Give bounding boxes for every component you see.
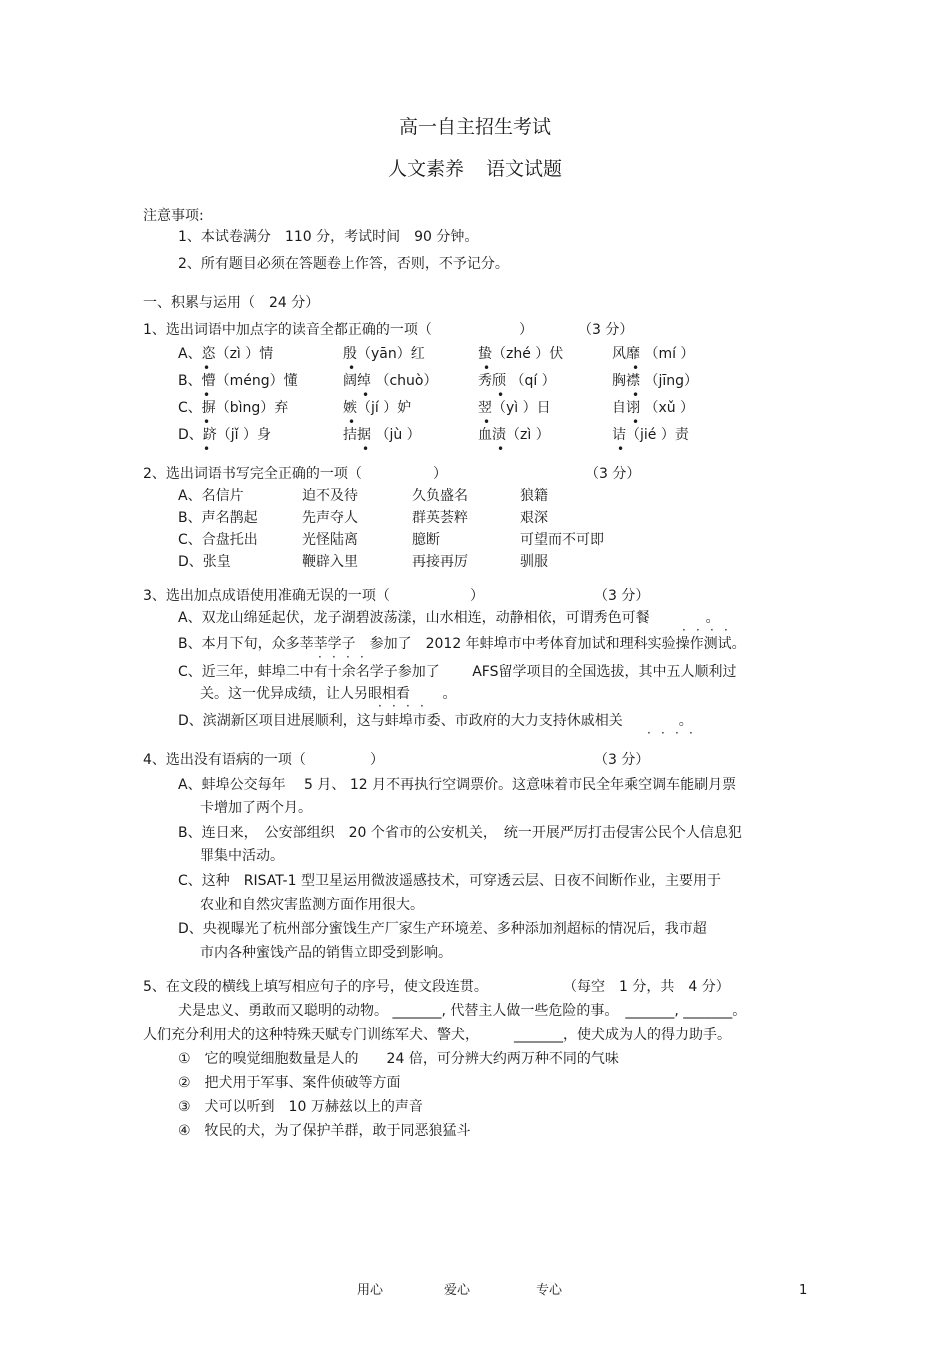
q5-stem: 5、在文段的横线上填写相应句子的序号，使文段连贯。 (143, 979, 488, 995)
emphasis-dot: · (392, 699, 396, 713)
q2-option-d-2: 鞭辟入里 (302, 554, 358, 570)
q1-option-c-4: 自诩 （xǔ ） (612, 400, 695, 416)
q1-option-a-1: A、恣（zì ）情 (178, 346, 274, 362)
q5-passage-line2: 人们充分利用犬的这种特殊天赋专门训练军犬、警犬， _______，使犬成为人的得力助手。 (143, 1027, 731, 1043)
q5-choice-1: ① 它的嗅觉细胞数量是人的 24 倍，可分辨大约两万种不同的气味 (178, 1051, 619, 1067)
q2-paren-close: ） (433, 466, 447, 482)
emphasis-dot: · (378, 699, 382, 713)
q2-option-a-4: 狼籍 (520, 488, 548, 504)
q3-option-c-line1: C、近三年，蚌埠二中有十余名学子参加了 AFS留学项目的全国选拔，其中五人顺利过 (178, 664, 737, 680)
q1-option-b-1: B、懵（méng）懂 (178, 373, 298, 389)
q5-choice-3: ③ 犬可以听到 10 万赫兹以上的声音 (178, 1099, 423, 1115)
q5-choice-2: ② 把犬用于军事、案件侦破等方面 (178, 1075, 401, 1091)
emphasis-dot: · (332, 650, 336, 664)
emphasis-dot: • (497, 442, 505, 456)
notice-item-2: 2、所有题目必须在答题卷上作答，否则，不予记分。 (178, 256, 509, 272)
page-number: 1 (799, 1283, 808, 1298)
emphasis-dot: · (406, 699, 410, 713)
emphasis-dot: • (203, 388, 211, 402)
q3-option-d: D、滨湖新区项目进展顺利，这与蚌埠市委、市政府的大力支持休戚相关 。 (178, 713, 693, 729)
q4-paren-close: ） (370, 752, 384, 768)
emphasis-dot: · (661, 726, 665, 740)
q4-stem: 4、选出没有语病的一项（ (143, 752, 306, 768)
q5-score: （每空 1 分，共 4 分） (563, 979, 730, 995)
section-heading: 一、积累与运用（ 24 分） (143, 295, 320, 311)
emphasis-dot: · (675, 726, 679, 740)
q1-option-a-4: 风靡 （mí ） (612, 346, 695, 362)
q2-score: （3 分） (585, 466, 641, 482)
q1-option-b-3: 秀颀 （qí ） (478, 373, 556, 389)
q5-passage-line1: 犬是忠义、勇敢而又聪明的动物。 _______, 代替主人做一些危险的事。 _______, _______。 (178, 1003, 747, 1019)
q1-score: （3 分） (578, 322, 634, 338)
q2-option-a-3: 久负盛名 (412, 488, 468, 504)
emphasis-dot: • (203, 415, 211, 429)
notice-heading: 注意事项: (143, 208, 204, 224)
q1-option-d-1: D、跻（jǐ ）身 (178, 427, 272, 443)
q3-score: （3 分） (594, 588, 650, 604)
q2-option-a-1: A、名信片 (178, 488, 244, 504)
emphasis-dot: · (647, 726, 651, 740)
q4-option-a-line1: A、蚌埠公交每年 5 月、 12 月不再执行空调票价。这意味着市民全年乘空调车能刷月票 (178, 777, 737, 793)
emphasis-dot: • (348, 415, 356, 429)
q3-paren-close: ） (470, 588, 484, 604)
q2-option-d-3: 再接再厉 (412, 554, 468, 570)
q3-option-c-line2: 关。这一优异成绩，让人另眼相看 。 (200, 686, 457, 702)
emphasis-dot: · (724, 623, 728, 637)
q2-option-c-4: 可望而不可即 (520, 532, 604, 548)
subtitle-left: 人文素养 (387, 158, 464, 180)
emphasis-dot: • (203, 361, 211, 375)
emphasis-dot: • (203, 442, 211, 456)
q2-option-c-1: C、合盘托出 (178, 532, 258, 548)
q2-option-b-2: 先声夺人 (302, 510, 358, 526)
q2-option-b-4: 艰深 (520, 510, 548, 526)
emphasis-dot: • (497, 388, 505, 402)
subtitle-right: 语文试题 (486, 158, 563, 180)
q4-option-a-line2: 卡增加了两个月。 (200, 800, 312, 816)
emphasis-dot: · (689, 726, 693, 740)
emphasis-dot: • (362, 388, 370, 402)
q4-option-b-line2: 罪集中活动。 (200, 848, 284, 864)
q4-option-b-line1: B、连日来， 公安部组织 20 个省市的公安机关， 统一开展严厉打击侵害公民个人信息犯 (178, 825, 742, 841)
q3-option-b: B、本月下旬，众多莘莘学子 参加了 2012 年蚌埠市中考体育加试和理科实验操作测试。 (178, 636, 746, 652)
q1-option-d-2: 拮据 （jù ） (343, 427, 421, 443)
page-subtitle (0, 160, 950, 179)
q4-score: （3 分） (594, 752, 650, 768)
emphasis-dot: · (420, 699, 424, 713)
emphasis-dot: · (346, 650, 350, 664)
emphasis-dot: · (318, 650, 322, 664)
emphasis-dot: · (682, 623, 686, 637)
footer-middle: 爱心 (444, 1283, 471, 1298)
q2-stem: 2、选出词语书写完全正确的一项（ (143, 466, 362, 482)
q1-paren-close: ） (519, 322, 533, 338)
emphasis-dot: · (696, 623, 700, 637)
emphasis-dot: • (483, 415, 491, 429)
emphasis-dot: · (710, 623, 714, 637)
q2-option-d-1: D、张皇 (178, 554, 231, 570)
q1-option-a-3: 蛰（zhé ）伏 (478, 346, 564, 362)
q4-option-d-line2: 市内各种蜜饯产品的销售立即受到影响。 (200, 945, 452, 961)
q2-option-b-1: B、声名鹊起 (178, 510, 258, 526)
q1-option-c-2: 嫉（jí ）妒 (343, 400, 412, 416)
emphasis-dot: • (617, 442, 625, 456)
emphasis-dot: • (632, 388, 640, 402)
notice-item-1: 1、本试卷满分 110 分，考试时间 90 分钟。 (178, 229, 479, 245)
footer-right: 专心 (536, 1283, 563, 1298)
q1-option-b-2: 阔绰 （chuò） (343, 373, 438, 389)
emphasis-dot: • (348, 361, 356, 375)
q4-option-c-line1: C、这种 RISAT-1 型卫星运用微波遥感技术，可穿透云层、日夜不间断作业，主要用于 (178, 873, 721, 889)
q2-option-c-2: 光怪陆离 (302, 532, 358, 548)
q3-option-a: A、双龙山绵延起伏，龙子湖碧波荡漾，山水相连，动静相依，可谓秀色可餐 。 (178, 610, 720, 626)
q3-stem: 3、选出加点成语使用准确无误的一项（ (143, 588, 390, 604)
emphasis-dot: • (632, 415, 640, 429)
emphasis-dot: • (483, 361, 491, 375)
q2-option-a-2: 迫不及待 (302, 488, 358, 504)
q2-option-b-3: 群英荟粹 (412, 510, 468, 526)
q2-option-c-3: 臆断 (412, 532, 440, 548)
q5-choice-4: ④ 牧民的犬，为了保护羊群，敢于同恶狼猛斗 (178, 1123, 471, 1139)
q1-option-c-1: C、摒（bìng）弃 (178, 400, 289, 416)
q4-option-d-line1: D、央视曝光了杭州部分蜜饯生产厂家生产环境差、多种添加剂超标的情况后，我市超 (178, 921, 707, 937)
footer-left: 用心 (357, 1283, 384, 1298)
q4-option-c-line2: 农业和自然灾害监测方面作用很大。 (200, 897, 424, 913)
emphasis-dot: • (632, 361, 640, 375)
emphasis-dot: • (362, 442, 370, 456)
q2-option-d-4: 驯服 (520, 554, 548, 570)
q1-option-d-3: 血渍（zì ） (478, 427, 550, 443)
q1-option-c-3: 翌（yì ）日 (478, 400, 551, 416)
q1-stem: 1、选出词语中加点字的读音全都正确的一项（ (143, 322, 432, 338)
page-title: 高一自主招生考试 (398, 116, 551, 138)
q1-option-d-4: 诘（jié ）责 (612, 427, 689, 443)
emphasis-dot: · (360, 650, 364, 664)
q1-option-b-4: 胸襟 （jīng） (612, 373, 698, 389)
q1-option-a-2: 殷（yān）红 (343, 346, 425, 362)
